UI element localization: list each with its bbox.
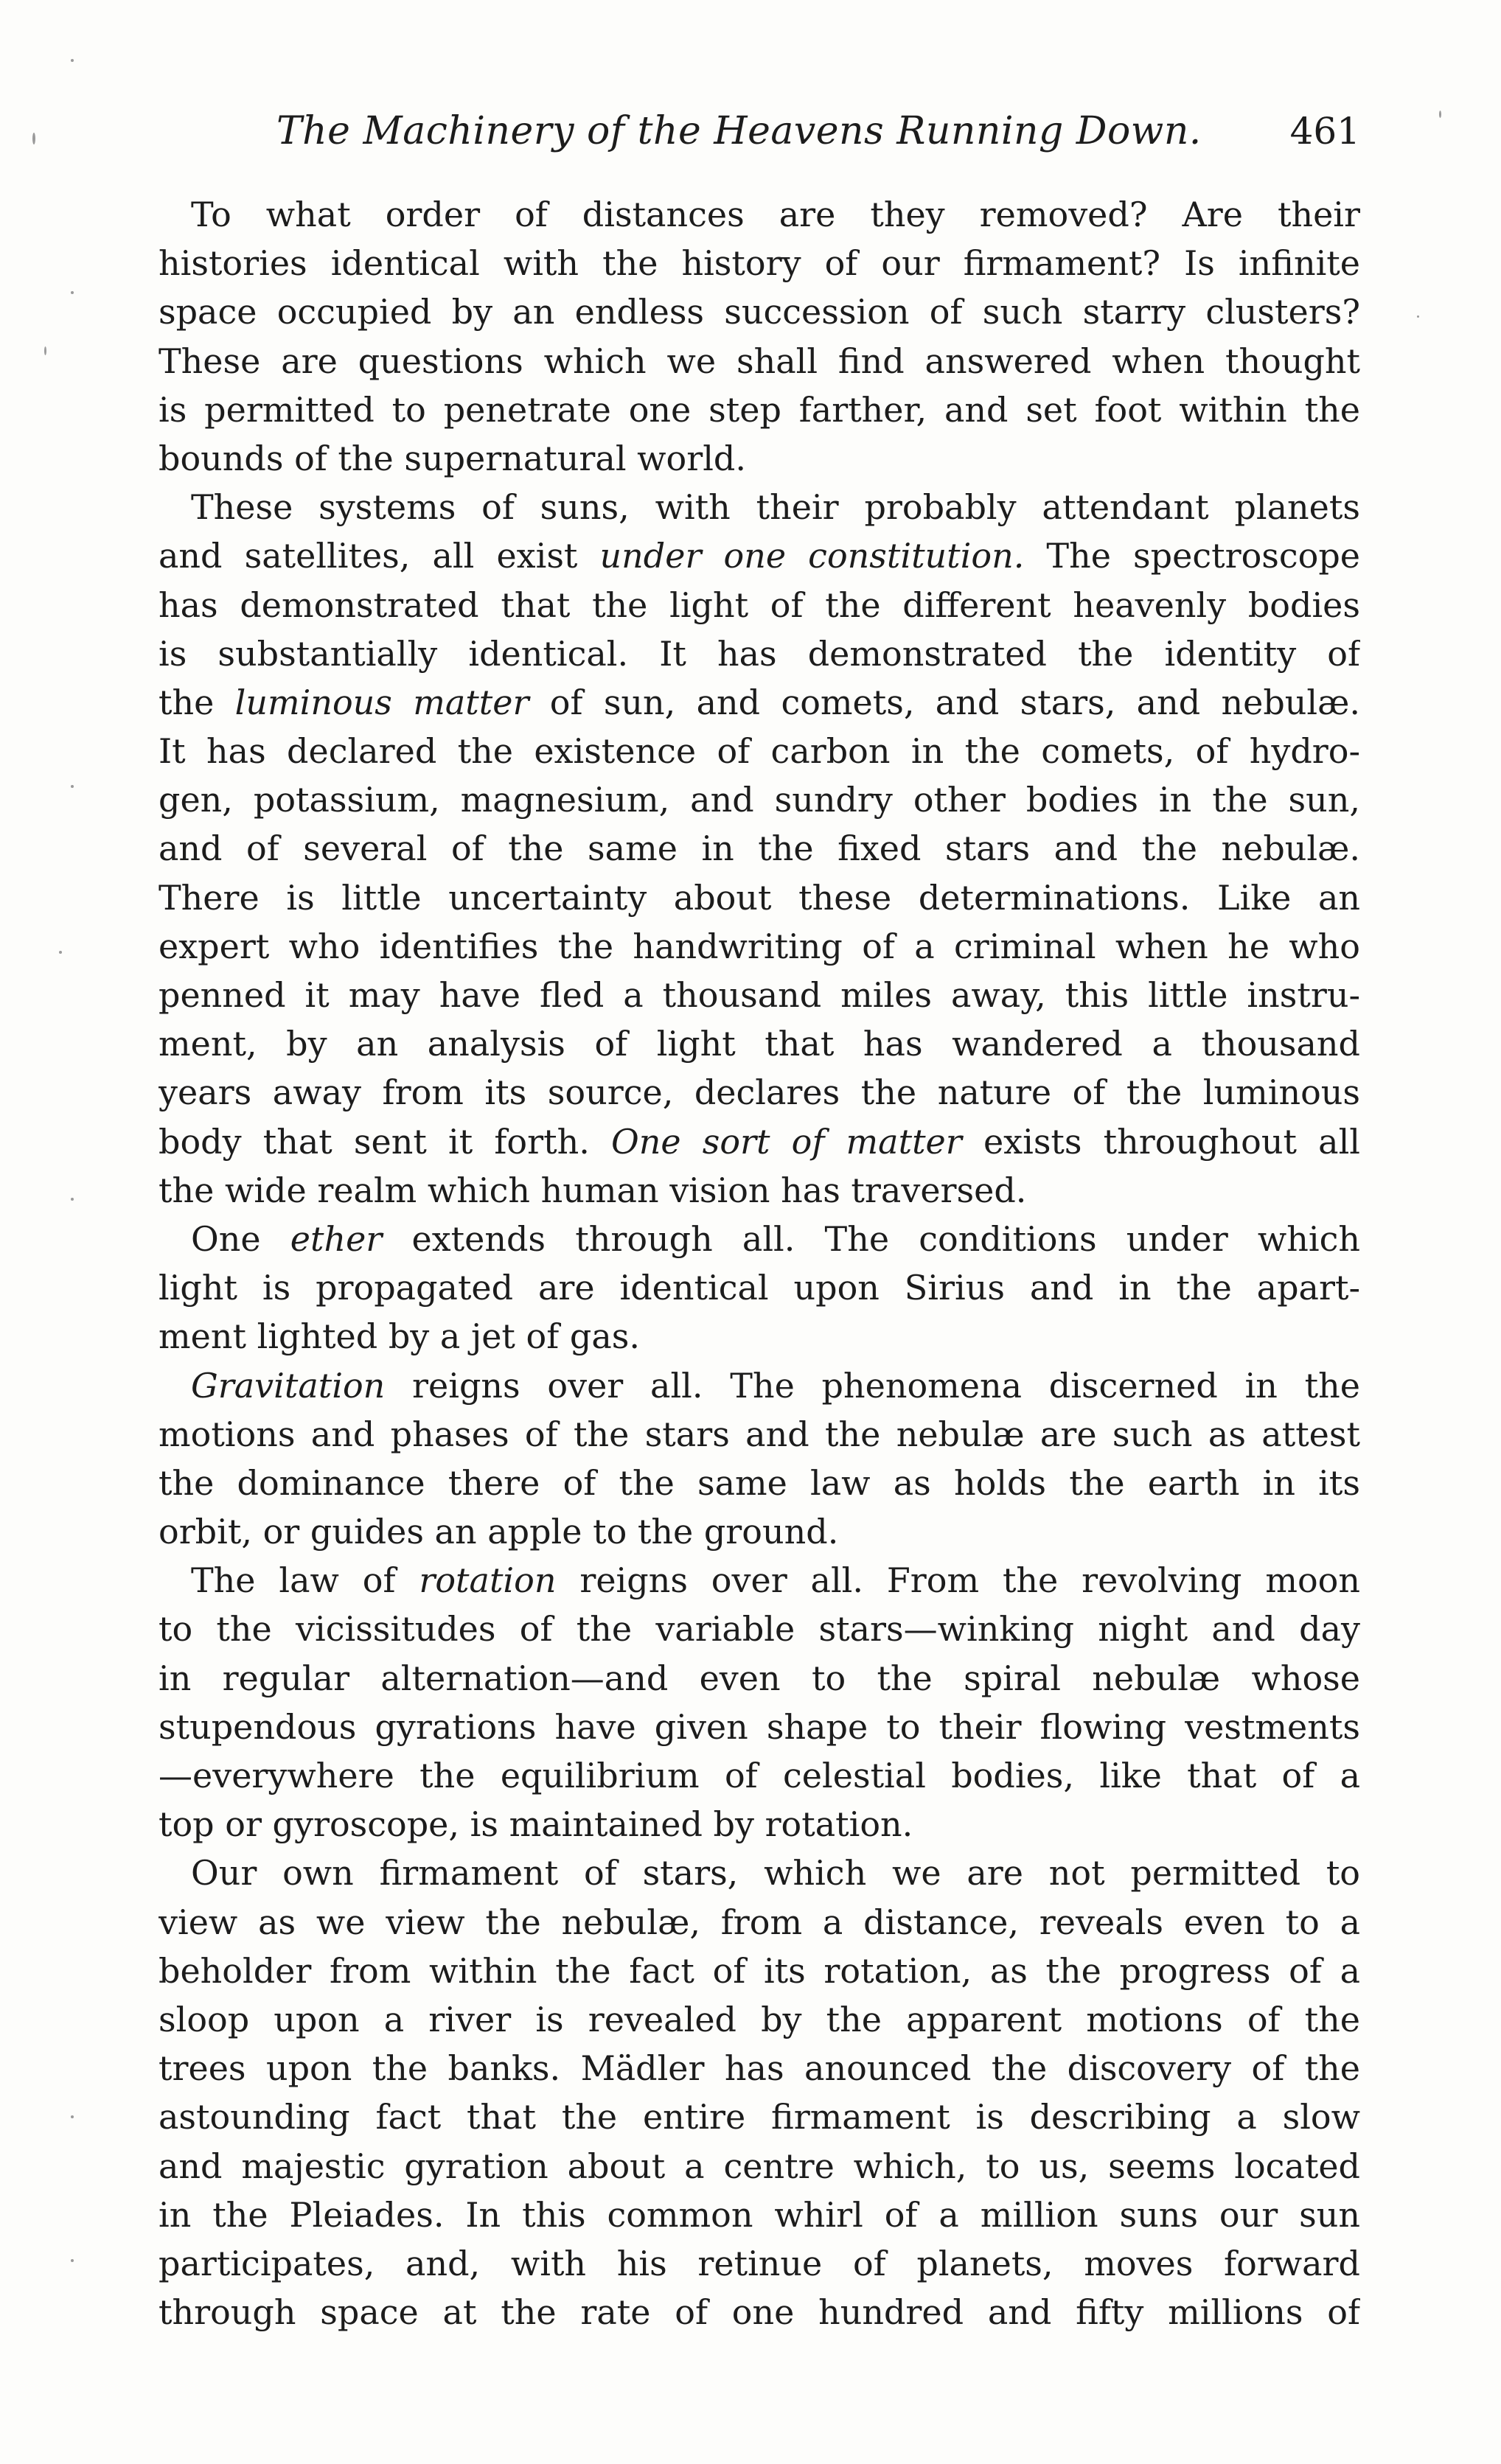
text-line: bounds of the supernatural world. (159, 438, 747, 478)
scan-speck (1417, 315, 1419, 318)
text-line: has demonstrated that the light of the different heavenly bodies (159, 584, 1360, 625)
text-line: the wide realm which human vision has traversed. (159, 1170, 1027, 1210)
text-line: in the Pleiades. In this common whirl of a million suns our sun (159, 2194, 1360, 2235)
text-line (159, 1215, 1360, 1263)
text-line: in regular alternation—and even to the spiral nebulæ whose (159, 1658, 1360, 1698)
text-line: These are questions which we shall find answered when thought (159, 341, 1360, 381)
text-line: These systems of suns, with their probably attendant planets (191, 487, 1360, 528)
text-line: To what order of distances are they removed? Are their (191, 195, 1360, 234)
text-line: motions and phases of the stars and the nebulæ are such as attest (159, 1414, 1360, 1454)
text-line: participates, and, with his retinue of planets, moves forward (159, 2243, 1360, 2283)
text-line: It has declared the existence of carbon in the comets, of hydro- (159, 731, 1360, 772)
text-run: One (191, 1218, 290, 1259)
scan-speck (71, 2115, 74, 2118)
text-line: light is propagated are identical upon Sirius and in the apart- (159, 1268, 1360, 1308)
text-run: body that sent it forth. (159, 1121, 611, 1162)
body-text (159, 190, 1360, 2336)
scan-speck (71, 59, 74, 62)
text-line: through space at the rate of one hundred and fifty millions of (159, 2292, 1360, 2333)
text-line: years away from its source, declares the nature of the luminous (159, 1072, 1360, 1113)
text-line: and of several of the same in the fixed stars and the nebulæ. (159, 828, 1360, 869)
text-line: view as we view the nebulæ, from a distance, reveals even to a (159, 1902, 1360, 1942)
text-line: top or gyroscope, is maintained by rotation. (159, 1804, 913, 1845)
text-line: There is little uncertainty about these determinations. Like an (159, 877, 1360, 918)
text-line (159, 1556, 1360, 1605)
page-header (159, 102, 1360, 161)
text-run: of sun, and comets, and stars, and nebulæ. (529, 682, 1360, 722)
scan-speck (71, 291, 74, 294)
text-line: ment lighted by a jet of gas. (159, 1316, 640, 1357)
italic-phrase: luminous matter (234, 682, 529, 722)
text-line: is permitted to penetrate one step farther, and set foot within the (159, 389, 1360, 430)
text-line: expert who identifies the handwriting of a criminal when he who (159, 926, 1360, 966)
italic-phrase: ether (290, 1218, 383, 1259)
text-line: beholder from within the fact of its rotation, as the progress of a (159, 1950, 1360, 1991)
text-line: Our own firmament of stars, which we are not permitted to (191, 1853, 1360, 1894)
text-run: extends through all. The conditions under which (382, 1218, 1360, 1259)
text-line (159, 531, 1360, 580)
text-line: ment, by an analysis of light that has wandered a thousand (159, 1024, 1360, 1064)
text-line: penned it may have fled a thousand miles away, this little instru- (159, 975, 1360, 1015)
text-run: the (159, 682, 235, 722)
text-run: reigns over all. The phenomena discerned in the (385, 1365, 1360, 1406)
text-run: reigns over all. From the revolving moon (556, 1560, 1360, 1601)
text-line (159, 678, 1360, 727)
page-number: 461 (1289, 110, 1360, 153)
italic-phrase: rotation (419, 1560, 557, 1601)
scan-speck (44, 346, 46, 355)
italic-phrase: under one constitution. (599, 536, 1025, 576)
scan-speck (71, 1198, 74, 1201)
scan-speck (1439, 111, 1441, 118)
scan-speck (32, 133, 35, 144)
scan-speck (71, 2259, 74, 2262)
text-run: and satellites, all exist (159, 536, 600, 576)
text-line: histories identical with the history of our firmament? Is infinite (159, 243, 1360, 284)
text-run: The law of (191, 1560, 419, 1601)
text-line: —everywhere the equilibrium of celestial bodies, like that of a (159, 1756, 1360, 1795)
text-line: space occupied by an endless succession of such starry clusters? (159, 292, 1360, 332)
text-line: gen, potassium, magnesium, and sundry other bodies in the sun, (159, 780, 1360, 820)
text-line: astounding fact that the entire firmament is describing a slow (159, 2097, 1360, 2137)
scan-speck (59, 951, 62, 954)
italic-phrase: Gravitation (191, 1365, 386, 1406)
text-line: and majestic gyration about a centre which, to us, seems located (159, 2146, 1360, 2186)
text-line: trees upon the banks. Mädler has anounced the discovery of the (159, 2048, 1360, 2089)
text-line: the dominance there of the same law as holds the earth in its (159, 1462, 1360, 1503)
running-title: The Machinery of the Heavens Running Down. (276, 109, 1202, 153)
text-line: orbit, or guides an apple to the ground. (159, 1512, 839, 1552)
text-line: stupendous gyrations have given shape to their flowing vestments (159, 1706, 1360, 1747)
text-line (159, 1361, 1360, 1410)
text-line: is substantially identical. It has demonstrated the identity of (159, 633, 1360, 674)
text-run: exists throughout all (961, 1121, 1360, 1162)
text-line: sloop upon a river is revealed by the apparent motions of the (159, 1999, 1360, 2039)
text-line: to the vicissitudes of the variable stars—winking night and day (159, 1609, 1360, 1650)
text-run: The spectroscope (1024, 536, 1360, 576)
italic-phrase: One sort of matter (611, 1121, 962, 1162)
text-line (159, 1117, 1360, 1166)
scan-speck (71, 785, 74, 788)
